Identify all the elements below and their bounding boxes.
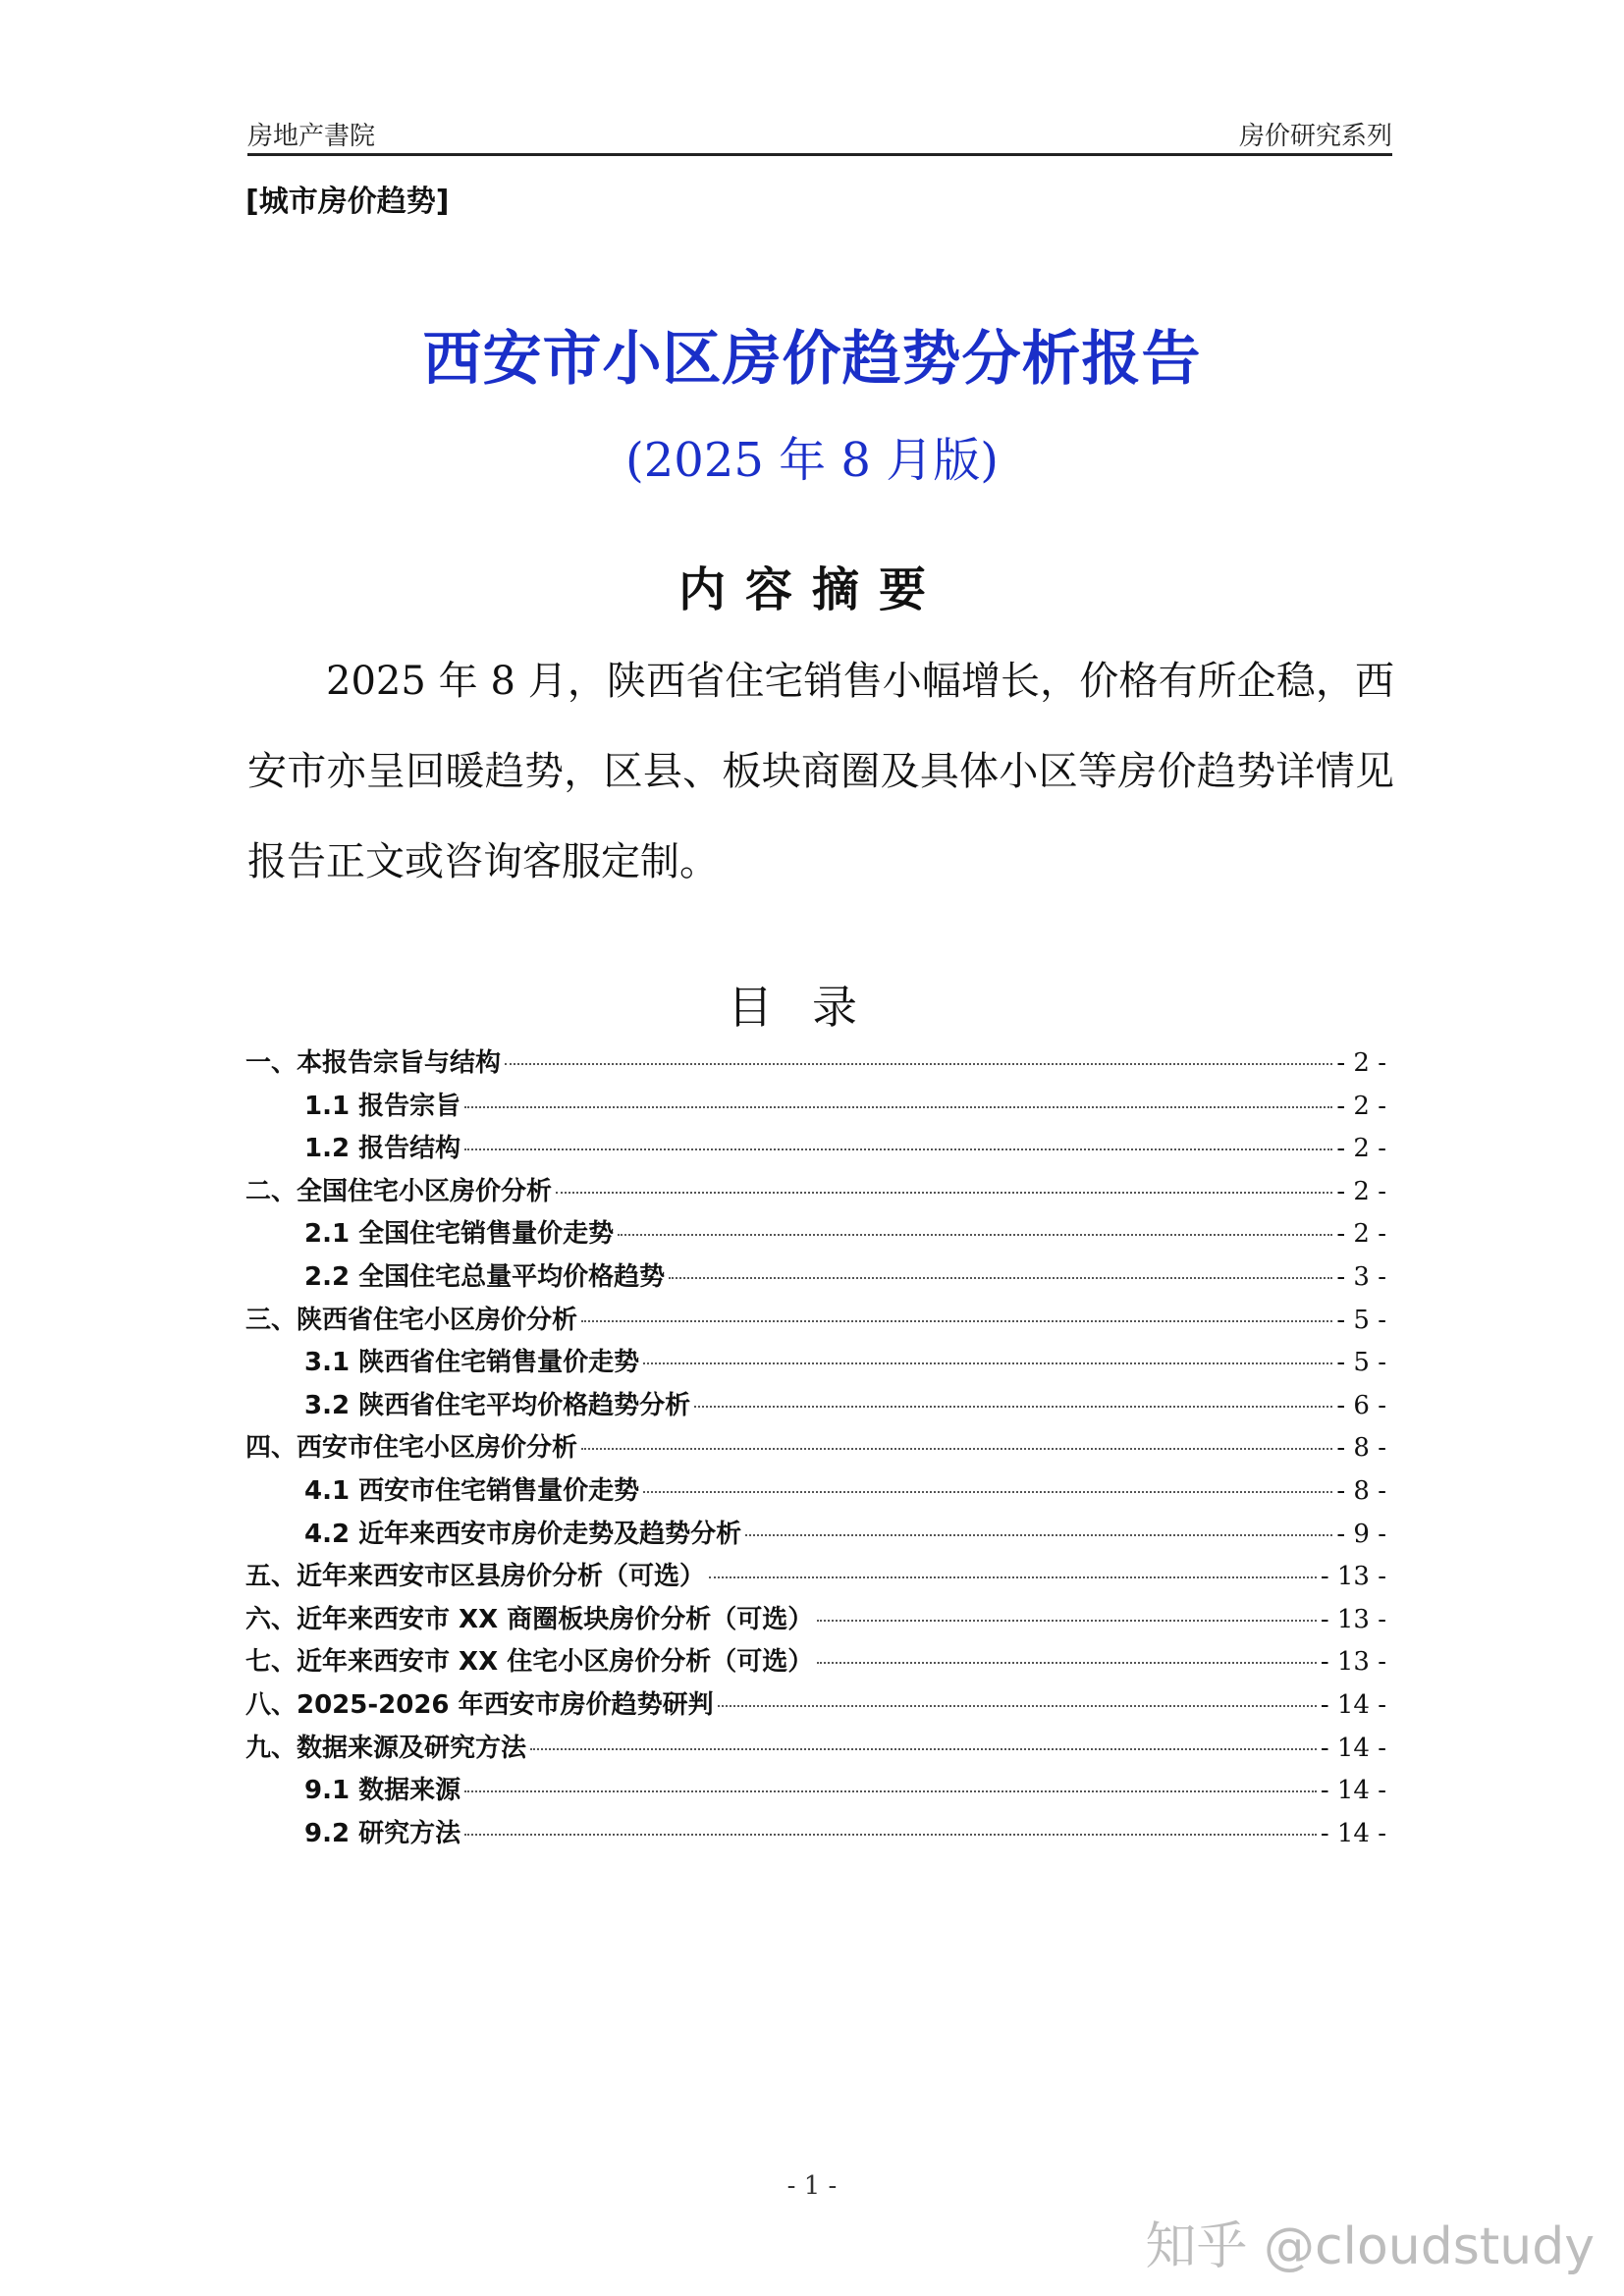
toc-entry[interactable]: [245, 1813, 1386, 1856]
toc-entry-label: 2.2 全国住宅总量平均价格趋势: [304, 1261, 666, 1292]
toc-leader: [618, 1234, 1332, 1236]
toc-entry-label: 七、近年来西安市 XX 住宅小区房价分析（可选）: [245, 1647, 814, 1678]
toc-leader: [464, 1106, 1332, 1108]
summary-heading: 内容摘要: [677, 562, 946, 617]
toc-entry[interactable]: [245, 1256, 1386, 1300]
toc-entry[interactable]: [245, 1086, 1386, 1129]
toc-entry-page: - 14 -: [1320, 1689, 1386, 1720]
toc-leader: [581, 1448, 1332, 1450]
toc-entry[interactable]: [245, 1213, 1386, 1256]
toc-leader: [464, 1148, 1332, 1150]
header-publisher: 房地产書院: [247, 122, 376, 151]
toc-entry-label: 五、近年来西安市区县房价分析（可选）: [245, 1562, 706, 1592]
toc-entry-label: 九、数据来源及研究方法: [245, 1733, 527, 1763]
page-number: - 1 -: [786, 2171, 838, 2201]
toc-entry[interactable]: [245, 1342, 1386, 1385]
edition-subtitle: (2025 年 8 月版): [625, 433, 999, 488]
toc-entry[interactable]: [245, 1556, 1386, 1599]
toc-entry-page: - 2 -: [1336, 1134, 1386, 1164]
toc-leader: [718, 1705, 1317, 1707]
toc-entry-label: 八、2025-2026 年西安市房价趋势研判: [245, 1689, 714, 1720]
toc-leader: [464, 1834, 1317, 1836]
toc-leader: [643, 1362, 1332, 1364]
toc-entry[interactable]: [245, 1042, 1386, 1086]
document-title: 西安市小区房价趋势分析报告: [422, 325, 1202, 394]
toc-entry[interactable]: [245, 1427, 1386, 1470]
toc-entry-label: 1.2 报告结构: [304, 1134, 461, 1164]
toc-entry-label: 二、全国住宅小区房价分析: [245, 1176, 553, 1206]
toc-entry-label: 六、近年来西安市 XX 商圈板块房价分析（可选）: [245, 1604, 814, 1634]
toc-leader: [505, 1063, 1332, 1065]
toc-entry-page: - 2 -: [1336, 1048, 1386, 1078]
toc-entry-page: - 8 -: [1336, 1475, 1386, 1506]
toc-entry-page: - 14 -: [1320, 1818, 1386, 1848]
toc-entry[interactable]: [245, 1728, 1386, 1771]
toc-entry-label: 9.1 数据来源: [304, 1776, 461, 1806]
toc-entry[interactable]: [245, 1171, 1386, 1214]
toc-entry-page: - 2 -: [1336, 1176, 1386, 1206]
toc-entry-page: - 5 -: [1336, 1305, 1386, 1335]
toc-leader: [530, 1748, 1317, 1750]
category-tag: [城市房价趋势]: [245, 185, 450, 219]
toc-leader: [745, 1534, 1332, 1536]
toc-leader: [643, 1491, 1332, 1493]
header-divider: [247, 153, 1392, 156]
toc-entry-page: - 13 -: [1320, 1604, 1386, 1634]
toc-entry-label: 9.2 研究方法: [304, 1818, 461, 1848]
toc-leader: [817, 1620, 1317, 1622]
toc-entry-page: - 6 -: [1336, 1390, 1386, 1420]
toc-entry[interactable]: [245, 1470, 1386, 1514]
toc-entry-label: 一、本报告宗旨与结构: [245, 1048, 502, 1078]
toc-leader: [581, 1320, 1332, 1322]
toc-entry-page: - 2 -: [1336, 1091, 1386, 1121]
toc-entry[interactable]: [245, 1684, 1386, 1728]
watermark: 知乎 @cloudstudy: [1145, 2217, 1595, 2276]
toc-entry[interactable]: [245, 1300, 1386, 1343]
toc-entry[interactable]: [245, 1599, 1386, 1642]
toc-leader: [817, 1662, 1317, 1664]
toc-entry-label: 3.2 陕西省住宅平均价格趋势分析: [304, 1390, 691, 1420]
toc-heading: 目录: [728, 981, 896, 1034]
toc-entry-page: - 3 -: [1336, 1261, 1386, 1292]
toc-entry-page: - 13 -: [1320, 1562, 1386, 1592]
toc-entry[interactable]: [245, 1770, 1386, 1813]
toc-entry-page: - 2 -: [1336, 1219, 1386, 1250]
toc-entry-page: - 8 -: [1336, 1433, 1386, 1464]
toc-entry-page: - 14 -: [1320, 1733, 1386, 1763]
toc-entry-label: 三、陕西省住宅小区房价分析: [245, 1305, 578, 1335]
toc-entry-page: - 5 -: [1336, 1348, 1386, 1378]
toc-entry-label: 3.1 陕西省住宅销售量价走势: [304, 1348, 640, 1378]
toc-entry-page: - 9 -: [1336, 1519, 1386, 1549]
toc-entry-label: 1.1 报告宗旨: [304, 1091, 461, 1121]
toc-leader: [694, 1406, 1332, 1408]
header-series: 房价研究系列: [1238, 122, 1392, 151]
toc-entry-label: 四、西安市住宅小区房价分析: [245, 1433, 578, 1464]
toc-leader: [709, 1576, 1317, 1578]
toc-leader: [556, 1192, 1332, 1194]
toc-entry[interactable]: [245, 1385, 1386, 1428]
toc-leader: [464, 1790, 1317, 1792]
toc-entry[interactable]: [245, 1128, 1386, 1171]
toc-entry[interactable]: [245, 1641, 1386, 1684]
toc-leader: [669, 1277, 1332, 1279]
table-of-contents: [245, 1042, 1386, 1855]
toc-entry-page: - 14 -: [1320, 1776, 1386, 1806]
toc-entry-label: 2.1 全国住宅销售量价走势: [304, 1219, 615, 1250]
toc-entry-label: 4.2 近年来西安市房价走势及趋势分析: [304, 1519, 742, 1549]
toc-entry-label: 4.1 西安市住宅销售量价走势: [304, 1475, 640, 1506]
summary-paragraph: 2025 年 8 月，陕西省住宅销售小幅增长，价格有所企稳，西安市亦呈回暖趋势，区县、板块商圈及具体小区等房价趋势详情见报告正文或咨询客服定制。: [247, 659, 1394, 884]
toc-entry[interactable]: [245, 1514, 1386, 1557]
toc-entry-page: - 13 -: [1320, 1647, 1386, 1678]
